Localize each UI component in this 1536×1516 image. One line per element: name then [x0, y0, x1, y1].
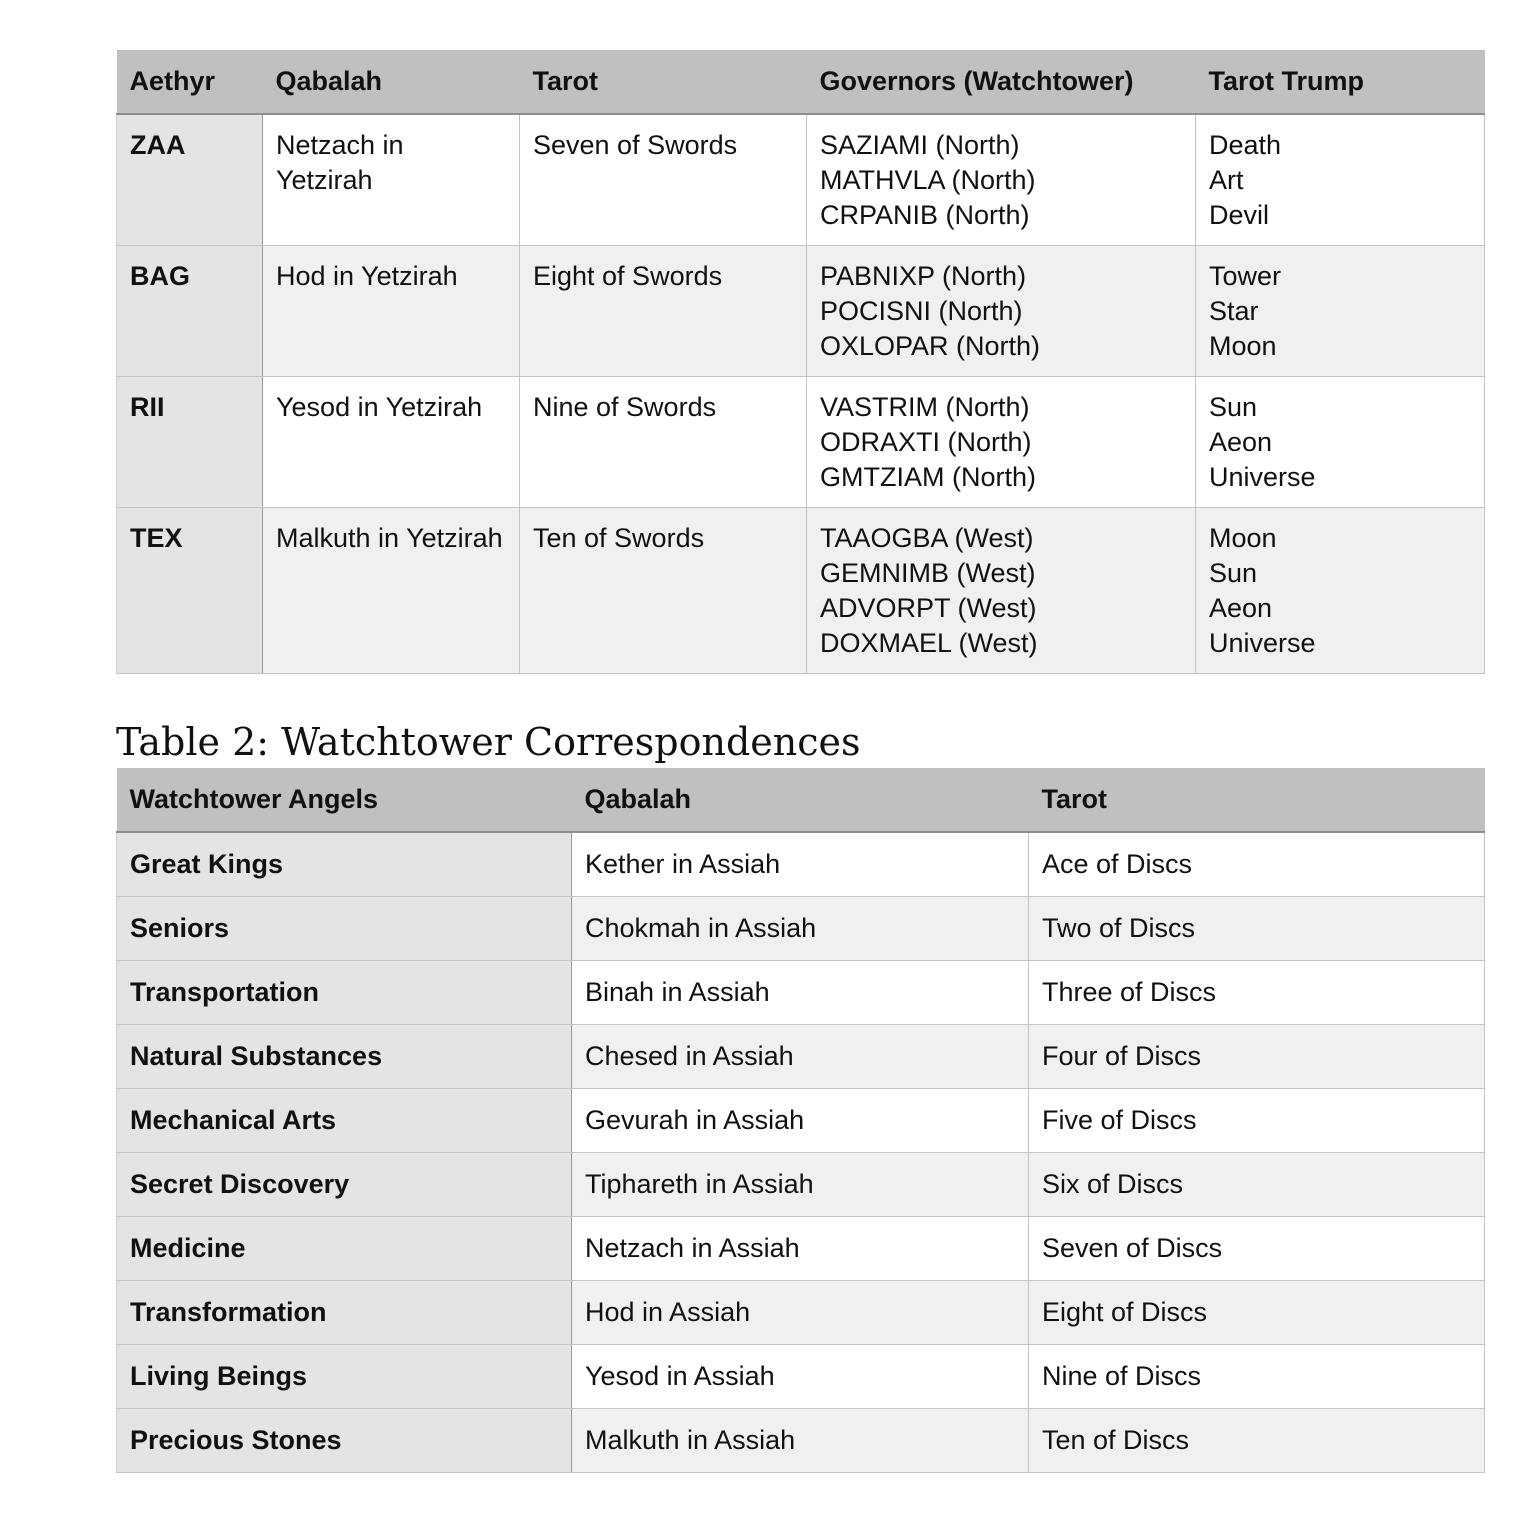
- tarot-cell: Nine of Discs: [1029, 1345, 1485, 1409]
- table-row: [117, 377, 1485, 508]
- governor-entry: MATHVLA (North): [820, 165, 1036, 195]
- tarot-cell: Ten of Swords: [520, 508, 807, 674]
- column-header: Qabalah: [572, 768, 1029, 832]
- trump-entry: Art: [1209, 165, 1244, 195]
- qabalah-cell: Chesed in Assiah: [572, 1025, 1029, 1089]
- table-row: [117, 114, 1485, 246]
- angel-cell: Medicine: [117, 1217, 572, 1281]
- governor-entry: POCISNI (North): [820, 296, 1023, 326]
- tarot-cell: Ace of Discs: [1029, 832, 1485, 897]
- column-header: Governors (Watchtower): [807, 50, 1196, 114]
- table-row: [117, 897, 1485, 961]
- trump-entry: Death: [1209, 130, 1282, 160]
- table-row: [117, 1409, 1485, 1473]
- angel-cell: Precious Stones: [117, 1409, 572, 1473]
- watchtower-correspondence-table: [116, 768, 1485, 1473]
- column-header: Tarot Trump: [1196, 50, 1485, 114]
- tarot-cell: Seven of Discs: [1029, 1217, 1485, 1281]
- table-header-row: [117, 768, 1485, 832]
- trump-entry: Moon: [1209, 331, 1277, 361]
- qabalah-cell: Chokmah in Assiah: [572, 897, 1029, 961]
- tarot-cell: Three of Discs: [1029, 961, 1485, 1025]
- column-header: Aethyr: [117, 50, 263, 114]
- aethyr-cell: TEX: [117, 508, 263, 674]
- tarot-cell: Eight of Swords: [520, 246, 807, 377]
- governor-entry: ADVORPT (West): [820, 593, 1037, 623]
- governors-cell: [807, 508, 1196, 674]
- qabalah-cell: Tiphareth in Assiah: [572, 1153, 1029, 1217]
- tarot-trump-cell: [1196, 508, 1485, 674]
- aethyr-correspondence-table: [116, 50, 1485, 674]
- table-row: [117, 508, 1485, 674]
- trump-entry: Star: [1209, 296, 1259, 326]
- governors-cell: [807, 377, 1196, 508]
- table-row: [117, 832, 1485, 897]
- qabalah-cell: Yesod in Yetzirah: [263, 377, 520, 508]
- governors-cell: [807, 246, 1196, 377]
- trump-entry: Devil: [1209, 200, 1270, 230]
- table-caption: Table 2: Watchtower Correspondences: [116, 720, 861, 764]
- governor-entry: CRPANIB (North): [820, 200, 1030, 230]
- trump-entry: Aeon: [1209, 593, 1273, 623]
- governor-entry: SAZIAMI (North): [820, 130, 1020, 160]
- tarot-trump-cell: [1196, 377, 1485, 508]
- governor-entry: OXLOPAR (North): [820, 331, 1041, 361]
- table-row: [117, 1025, 1485, 1089]
- tarot-cell: Four of Discs: [1029, 1025, 1485, 1089]
- governors-cell: [807, 114, 1196, 246]
- qabalah-cell: Kether in Assiah: [572, 832, 1029, 897]
- qabalah-cell: Hod in Yetzirah: [263, 246, 520, 377]
- trump-entry: Tower: [1209, 261, 1282, 291]
- trump-entry: Aeon: [1209, 427, 1273, 457]
- qabalah-cell: Gevurah in Assiah: [572, 1089, 1029, 1153]
- governor-entry: ODRAXTI (North): [820, 427, 1032, 457]
- tarot-cell: Two of Discs: [1029, 897, 1485, 961]
- tarot-trump-cell: [1196, 114, 1485, 246]
- angel-cell: Living Beings: [117, 1345, 572, 1409]
- qabalah-cell: Netzach in Yetzirah: [263, 114, 520, 246]
- governor-entry: TAAOGBA (West): [820, 523, 1034, 553]
- table-row: [117, 1345, 1485, 1409]
- aethyr-cell: BAG: [117, 246, 263, 377]
- angel-cell: Great Kings: [117, 832, 572, 897]
- aethyr-cell: RII: [117, 377, 263, 508]
- tarot-trump-cell: [1196, 246, 1485, 377]
- column-header: Tarot: [520, 50, 807, 114]
- governor-entry: DOXMAEL (West): [820, 628, 1038, 658]
- angel-cell: Mechanical Arts: [117, 1089, 572, 1153]
- qabalah-cell: Binah in Assiah: [572, 961, 1029, 1025]
- tarot-cell: Five of Discs: [1029, 1089, 1485, 1153]
- column-header: Qabalah: [263, 50, 520, 114]
- table-row: [117, 1281, 1485, 1345]
- column-header: Tarot: [1029, 768, 1485, 832]
- table-row: [117, 1153, 1485, 1217]
- table-row: [117, 246, 1485, 377]
- angel-cell: Seniors: [117, 897, 572, 961]
- tarot-cell: Seven of Swords: [520, 114, 807, 246]
- governor-entry: GMTZIAM (North): [820, 462, 1036, 492]
- qabalah-cell: Netzach in Assiah: [572, 1217, 1029, 1281]
- tarot-cell: Ten of Discs: [1029, 1409, 1485, 1473]
- trump-entry: Sun: [1209, 558, 1258, 588]
- angel-cell: Transformation: [117, 1281, 572, 1345]
- angel-cell: Transportation: [117, 961, 572, 1025]
- trump-entry: Moon: [1209, 523, 1277, 553]
- governor-entry: VASTRIM (North): [820, 392, 1030, 422]
- qabalah-cell: Hod in Assiah: [572, 1281, 1029, 1345]
- governor-entry: GEMNIMB (West): [820, 558, 1036, 588]
- table-row: [117, 1089, 1485, 1153]
- trump-entry: Universe: [1209, 462, 1316, 492]
- trump-entry: Sun: [1209, 392, 1258, 422]
- qabalah-cell: Malkuth in Yetzirah: [263, 508, 520, 674]
- angel-cell: Secret Discovery: [117, 1153, 572, 1217]
- qabalah-cell: Yesod in Assiah: [572, 1345, 1029, 1409]
- trump-entry: Universe: [1209, 628, 1316, 658]
- table-row: [117, 1217, 1485, 1281]
- tarot-cell: Six of Discs: [1029, 1153, 1485, 1217]
- angel-cell: Natural Substances: [117, 1025, 572, 1089]
- table-row: [117, 961, 1485, 1025]
- column-header: Watchtower Angels: [117, 768, 572, 832]
- table-header-row: [117, 50, 1485, 114]
- tarot-cell: Nine of Swords: [520, 377, 807, 508]
- qabalah-cell: Malkuth in Assiah: [572, 1409, 1029, 1473]
- aethyr-cell: ZAA: [117, 114, 263, 246]
- tarot-cell: Eight of Discs: [1029, 1281, 1485, 1345]
- governor-entry: PABNIXP (North): [820, 261, 1027, 291]
